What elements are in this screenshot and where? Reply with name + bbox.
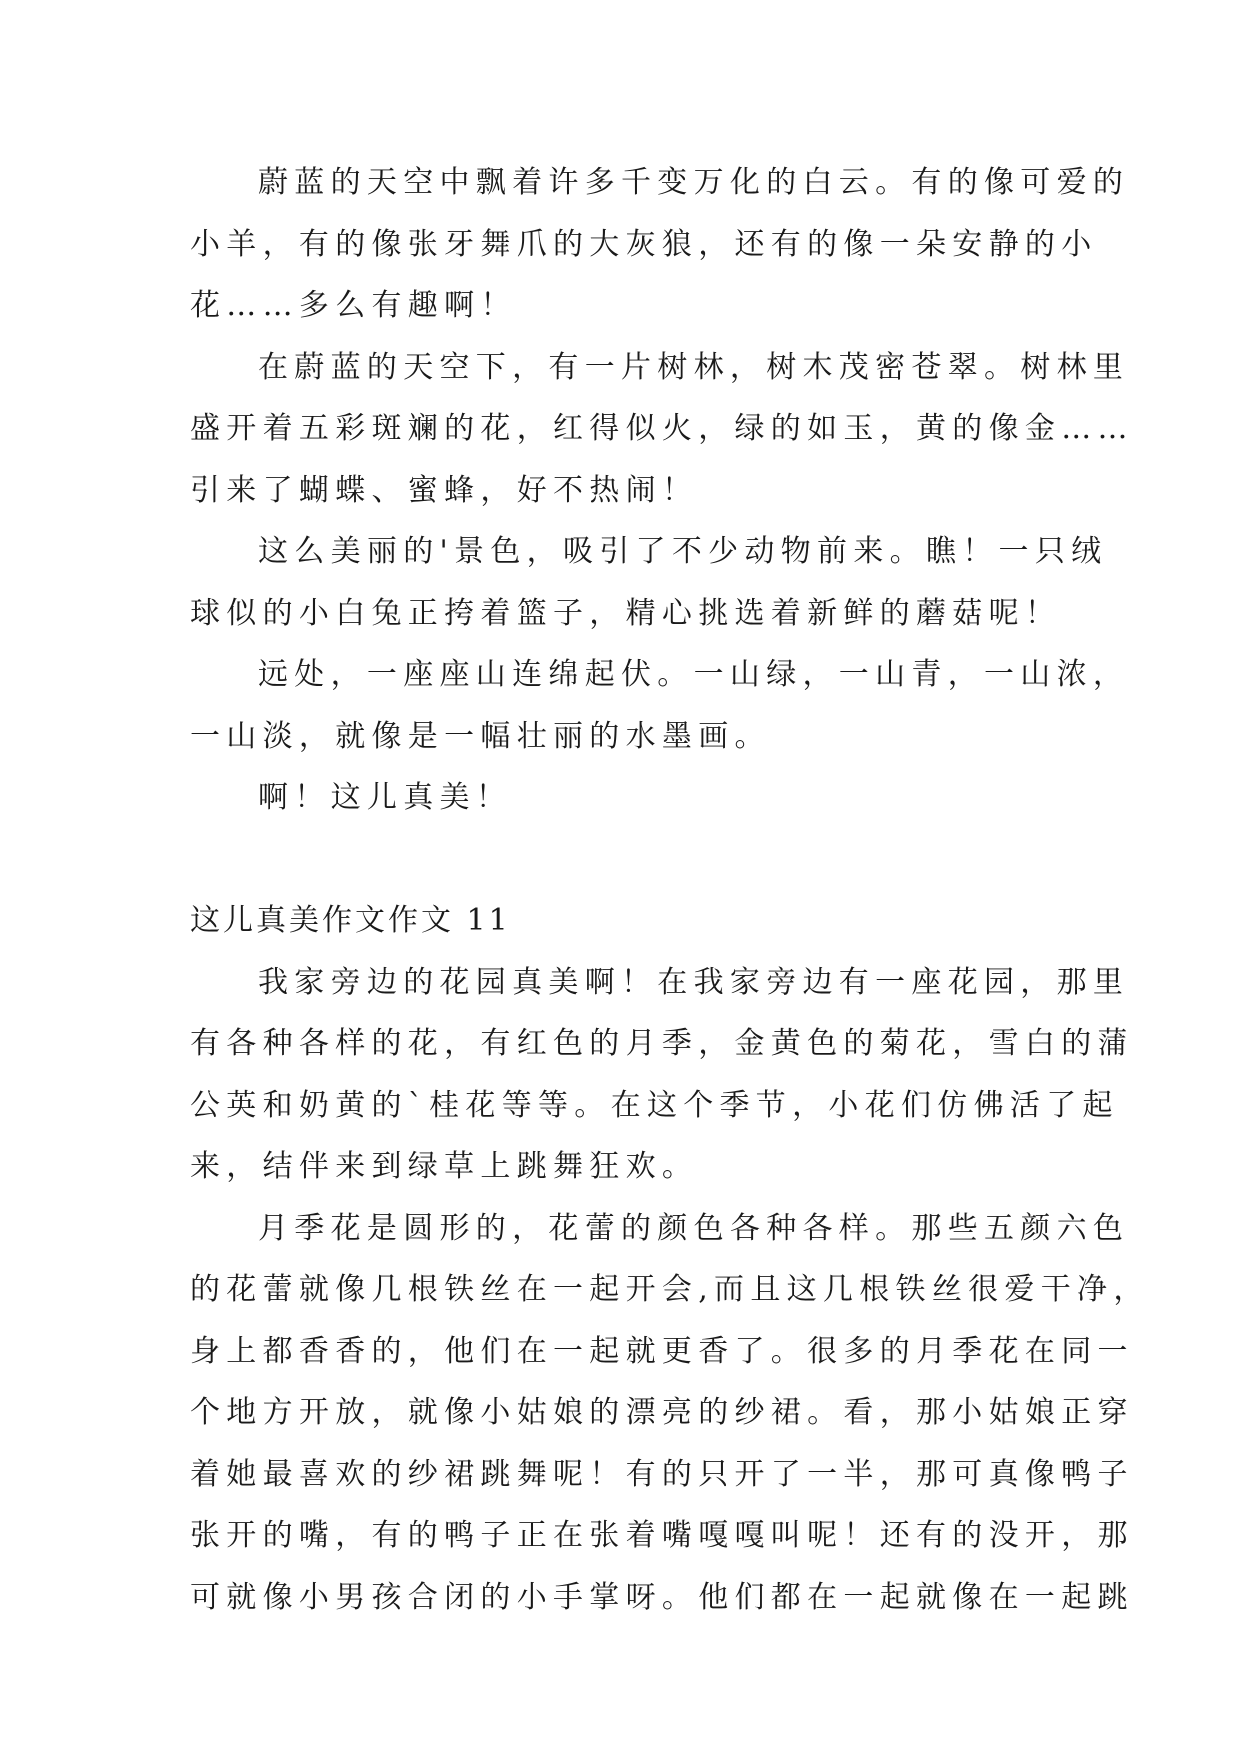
paragraph-line: 张开的嘴，有的鸭子正在张着嘴嘎嘎叫呢！还有的没开，那 — [190, 1518, 1134, 1553]
paragraph-line: 的花蕾就像几根铁丝在一起开会,而且这几根铁丝很爱干净， — [190, 1272, 1150, 1307]
paragraph-line: 蔚蓝的天空中飘着许多千变万化的白云。有的像可爱的 — [258, 165, 1130, 200]
paragraph-line: 啊！这儿真美！ — [258, 780, 513, 815]
paragraph-line: 一山淡，就像是一幅壮丽的水墨画。 — [190, 718, 771, 754]
paragraph-line: 在蔚蓝的天空下，有一片树林，树木茂密苍翠。树林里 — [258, 349, 1130, 385]
paragraph-line: 月季花是圆形的，花蕾的颜色各种各样。那些五颜六色 — [258, 1210, 1130, 1246]
section-heading: 这儿真美作文作文 11 — [190, 903, 511, 938]
blank-line — [190, 829, 1055, 891]
paragraph-line: 花……多么有趣啊！ — [190, 288, 517, 323]
paragraph-line: 可就像小男孩合闭的小手掌呀。他们都在一起就像在一起跳 — [190, 1579, 1134, 1615]
paragraph-line: 着她最喜欢的纱裙跳舞呢！有的只开了一半，那可真像鸭子 — [190, 1456, 1134, 1492]
paragraph-line: 这么美丽的'景色，吸引了不少动物前来。瞧！一只绒 — [258, 534, 1108, 569]
paragraph-line: 个地方开放，就像小姑娘的漂亮的纱裙。看，那小姑娘正穿 — [190, 1395, 1134, 1430]
paragraph-line: 公英和奶黄的`桂花等等。在这个季节，小花们仿佛活了起 — [190, 1087, 1119, 1123]
paragraph-line: 我家旁边的花园真美啊！在我家旁边有一座花园，那里 — [258, 964, 1130, 1000]
paragraph-line: 引来了蝴蝶、蜜蜂，好不热闹！ — [190, 472, 699, 508]
paragraph-line: 球似的小白兔正挎着篮子，精心挑选着新鲜的蘑菇呢！ — [190, 595, 1062, 631]
paragraph-line: 身上都香香的，他们在一起就更香了。很多的月季花在同一 — [190, 1333, 1134, 1369]
paragraph-line: 来，结伴来到绿草上跳舞狂欢。 — [190, 1149, 699, 1184]
paragraph-line: 盛开着五彩斑斓的花，红得似火，绿的如玉，黄的像金…… — [190, 411, 1134, 446]
paragraph-line: 有各种各样的花，有红色的月季，金黄色的菊花，雪白的蒲 — [190, 1026, 1134, 1061]
paragraph-line: 小羊，有的像张牙舞爪的大灰狼，还有的像一朵安静的小 — [190, 226, 1098, 262]
document-body — [190, 152, 1150, 1628]
paragraph-line: 远处，一座座山连绵起伏。一山绿，一山青，一山浓， — [258, 657, 1130, 692]
